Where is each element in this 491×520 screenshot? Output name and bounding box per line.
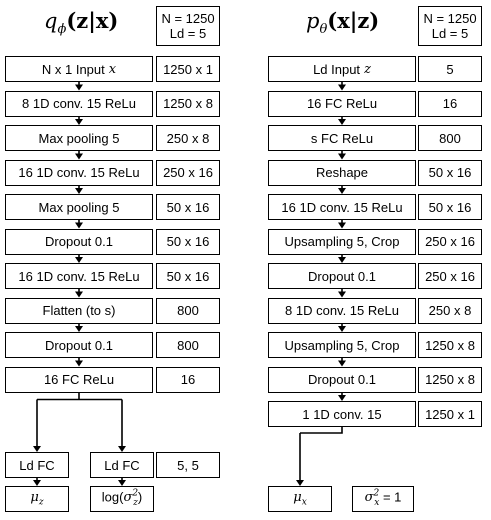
decoder-layer-shape: 250 x 8 xyxy=(418,298,482,324)
encoder-layer-label: Dropout 0.1 xyxy=(45,337,113,353)
decoder-layer-shape: 1250 x 8 xyxy=(418,332,482,358)
encoder-flow-arrow xyxy=(75,324,83,333)
decoder-layer-shape: 1250 x 1 xyxy=(418,401,482,427)
encoder-output-arrow xyxy=(33,478,41,486)
encoder-flow-arrow xyxy=(75,117,83,126)
encoder-param-n: N = 1250 xyxy=(161,11,215,26)
decoder-layer-label: Upsampling 5, Crop xyxy=(284,337,400,353)
encoder-mu-fc: Ld FC xyxy=(5,452,69,478)
decoder-flow-arrow xyxy=(338,151,346,160)
decoder-flow-arrow xyxy=(338,186,346,195)
decoder-flow-arrow xyxy=(338,117,346,126)
decoder-layer-shape: 16 xyxy=(418,91,482,117)
decoder-flow-arrow xyxy=(338,358,346,367)
encoder-flow-arrow xyxy=(75,289,83,298)
decoder-flow-arrow xyxy=(338,255,346,264)
decoder-layer-label: Reshape xyxy=(315,165,369,180)
encoder-logvar-output: $\log(\sigma^2_z)$ xyxy=(90,486,154,512)
encoder-layer-shape: 1250 x 1 xyxy=(156,56,220,82)
encoder-flow-arrow xyxy=(75,82,83,91)
decoder-layer-shape: 250 x 16 xyxy=(418,229,482,255)
encoder-layer-shape: 800 xyxy=(156,298,220,324)
encoder-split-arrow xyxy=(33,400,41,453)
encoder-input-variable: x xyxy=(108,61,117,77)
encoder-layer-label: 8 1D conv. 15 ReLu xyxy=(22,96,136,111)
decoder-param-n: N = 1250 xyxy=(423,11,477,26)
decoder-flow-arrow xyxy=(338,324,346,333)
decoder-flow-arrow xyxy=(338,220,346,229)
encoder-mu-output: $\mu_z$ xyxy=(5,486,69,512)
decoder-title: $p_\theta(x|z)$ xyxy=(306,8,380,38)
decoder-layer-label: Upsampling 5, Crop xyxy=(284,234,400,249)
encoder-layer-shape: 1250 x 8 xyxy=(156,91,220,117)
decoder-layer-label: Dropout 0.1 xyxy=(308,268,376,284)
decoder-layer-label: 8 1D conv. 15 ReLu xyxy=(285,303,399,318)
decoder-flow-arrow xyxy=(338,393,346,402)
decoder-layer-label: 16 1D conv. 15 ReLu xyxy=(281,199,403,215)
encoder-flow-arrow xyxy=(75,186,83,195)
decoder-layer-label: Ld Input xyxy=(313,61,361,77)
decoder-layer-shape: 1250 x 8 xyxy=(418,367,482,393)
decoder-flow-arrow xyxy=(338,82,346,91)
encoder-output-arrow xyxy=(118,478,126,486)
encoder-split-shape: 5, 5 xyxy=(156,452,220,478)
encoder-layer-shape: 16 xyxy=(156,367,220,393)
decoder-input-variable: z xyxy=(364,61,371,77)
encoder-layer-label: Max pooling 5 xyxy=(38,130,120,146)
decoder-layer-shape: 800 xyxy=(418,125,482,151)
decoder-layer-label: 1 1D conv. 15 xyxy=(302,406,382,422)
encoder-layer-label: Flatten (to s) xyxy=(42,303,116,318)
encoder-layer-label: Dropout 0.1 xyxy=(45,234,113,249)
encoder-flow-arrow xyxy=(75,358,83,367)
decoder-variance-output: $\sigma^2_x = 1$ xyxy=(352,486,414,512)
decoder-layer-label: s FC ReLu xyxy=(310,130,374,146)
encoder-layer-label: 16 FC ReLu xyxy=(43,372,115,387)
encoder-title: $q_\phi(z|x)$ xyxy=(44,8,119,38)
decoder-mu-output: $\mu_x$ xyxy=(268,486,332,512)
decoder-layer-shape: 50 x 16 xyxy=(418,160,482,186)
encoder-layer-label: 16 1D conv. 15 ReLu xyxy=(18,268,140,284)
decoder-layer-label: 16 FC ReLu xyxy=(306,96,378,111)
encoder-flow-arrow xyxy=(75,255,83,264)
encoder-layer-shape: 50 x 16 xyxy=(156,194,220,220)
decoder-layer-shape: 5 xyxy=(418,56,482,82)
encoder-flow-arrow xyxy=(75,220,83,229)
encoder-layer-label: 16 1D conv. 15 ReLu xyxy=(18,165,140,180)
encoder-layer-shape: 50 x 16 xyxy=(156,263,220,289)
encoder-layer-shape: 250 x 16 xyxy=(156,160,220,186)
decoder-flow-arrow xyxy=(338,289,346,298)
encoder-param-ld: Ld = 5 xyxy=(169,26,207,41)
decoder-layer-shape: 50 x 16 xyxy=(418,194,482,220)
decoder-param-ld: Ld = 5 xyxy=(431,26,469,41)
decoder-output-connector xyxy=(300,427,342,433)
encoder-split-arrow xyxy=(118,400,126,453)
encoder-layer-label: Max pooling 5 xyxy=(38,199,120,215)
encoder-layer-shape: 250 x 8 xyxy=(156,125,220,151)
encoder-layer-label: N x 1 Input xyxy=(41,61,105,77)
encoder-layer-shape: 800 xyxy=(156,332,220,358)
encoder-flow-arrow xyxy=(75,151,83,160)
encoder-logvar-fc: Ld FC xyxy=(90,452,154,478)
decoder-layer-shape: 250 x 16 xyxy=(418,263,482,289)
decoder-layer-label: Dropout 0.1 xyxy=(308,372,376,387)
decoder-output-arrow xyxy=(296,433,304,486)
encoder-layer-shape: 50 x 16 xyxy=(156,229,220,255)
